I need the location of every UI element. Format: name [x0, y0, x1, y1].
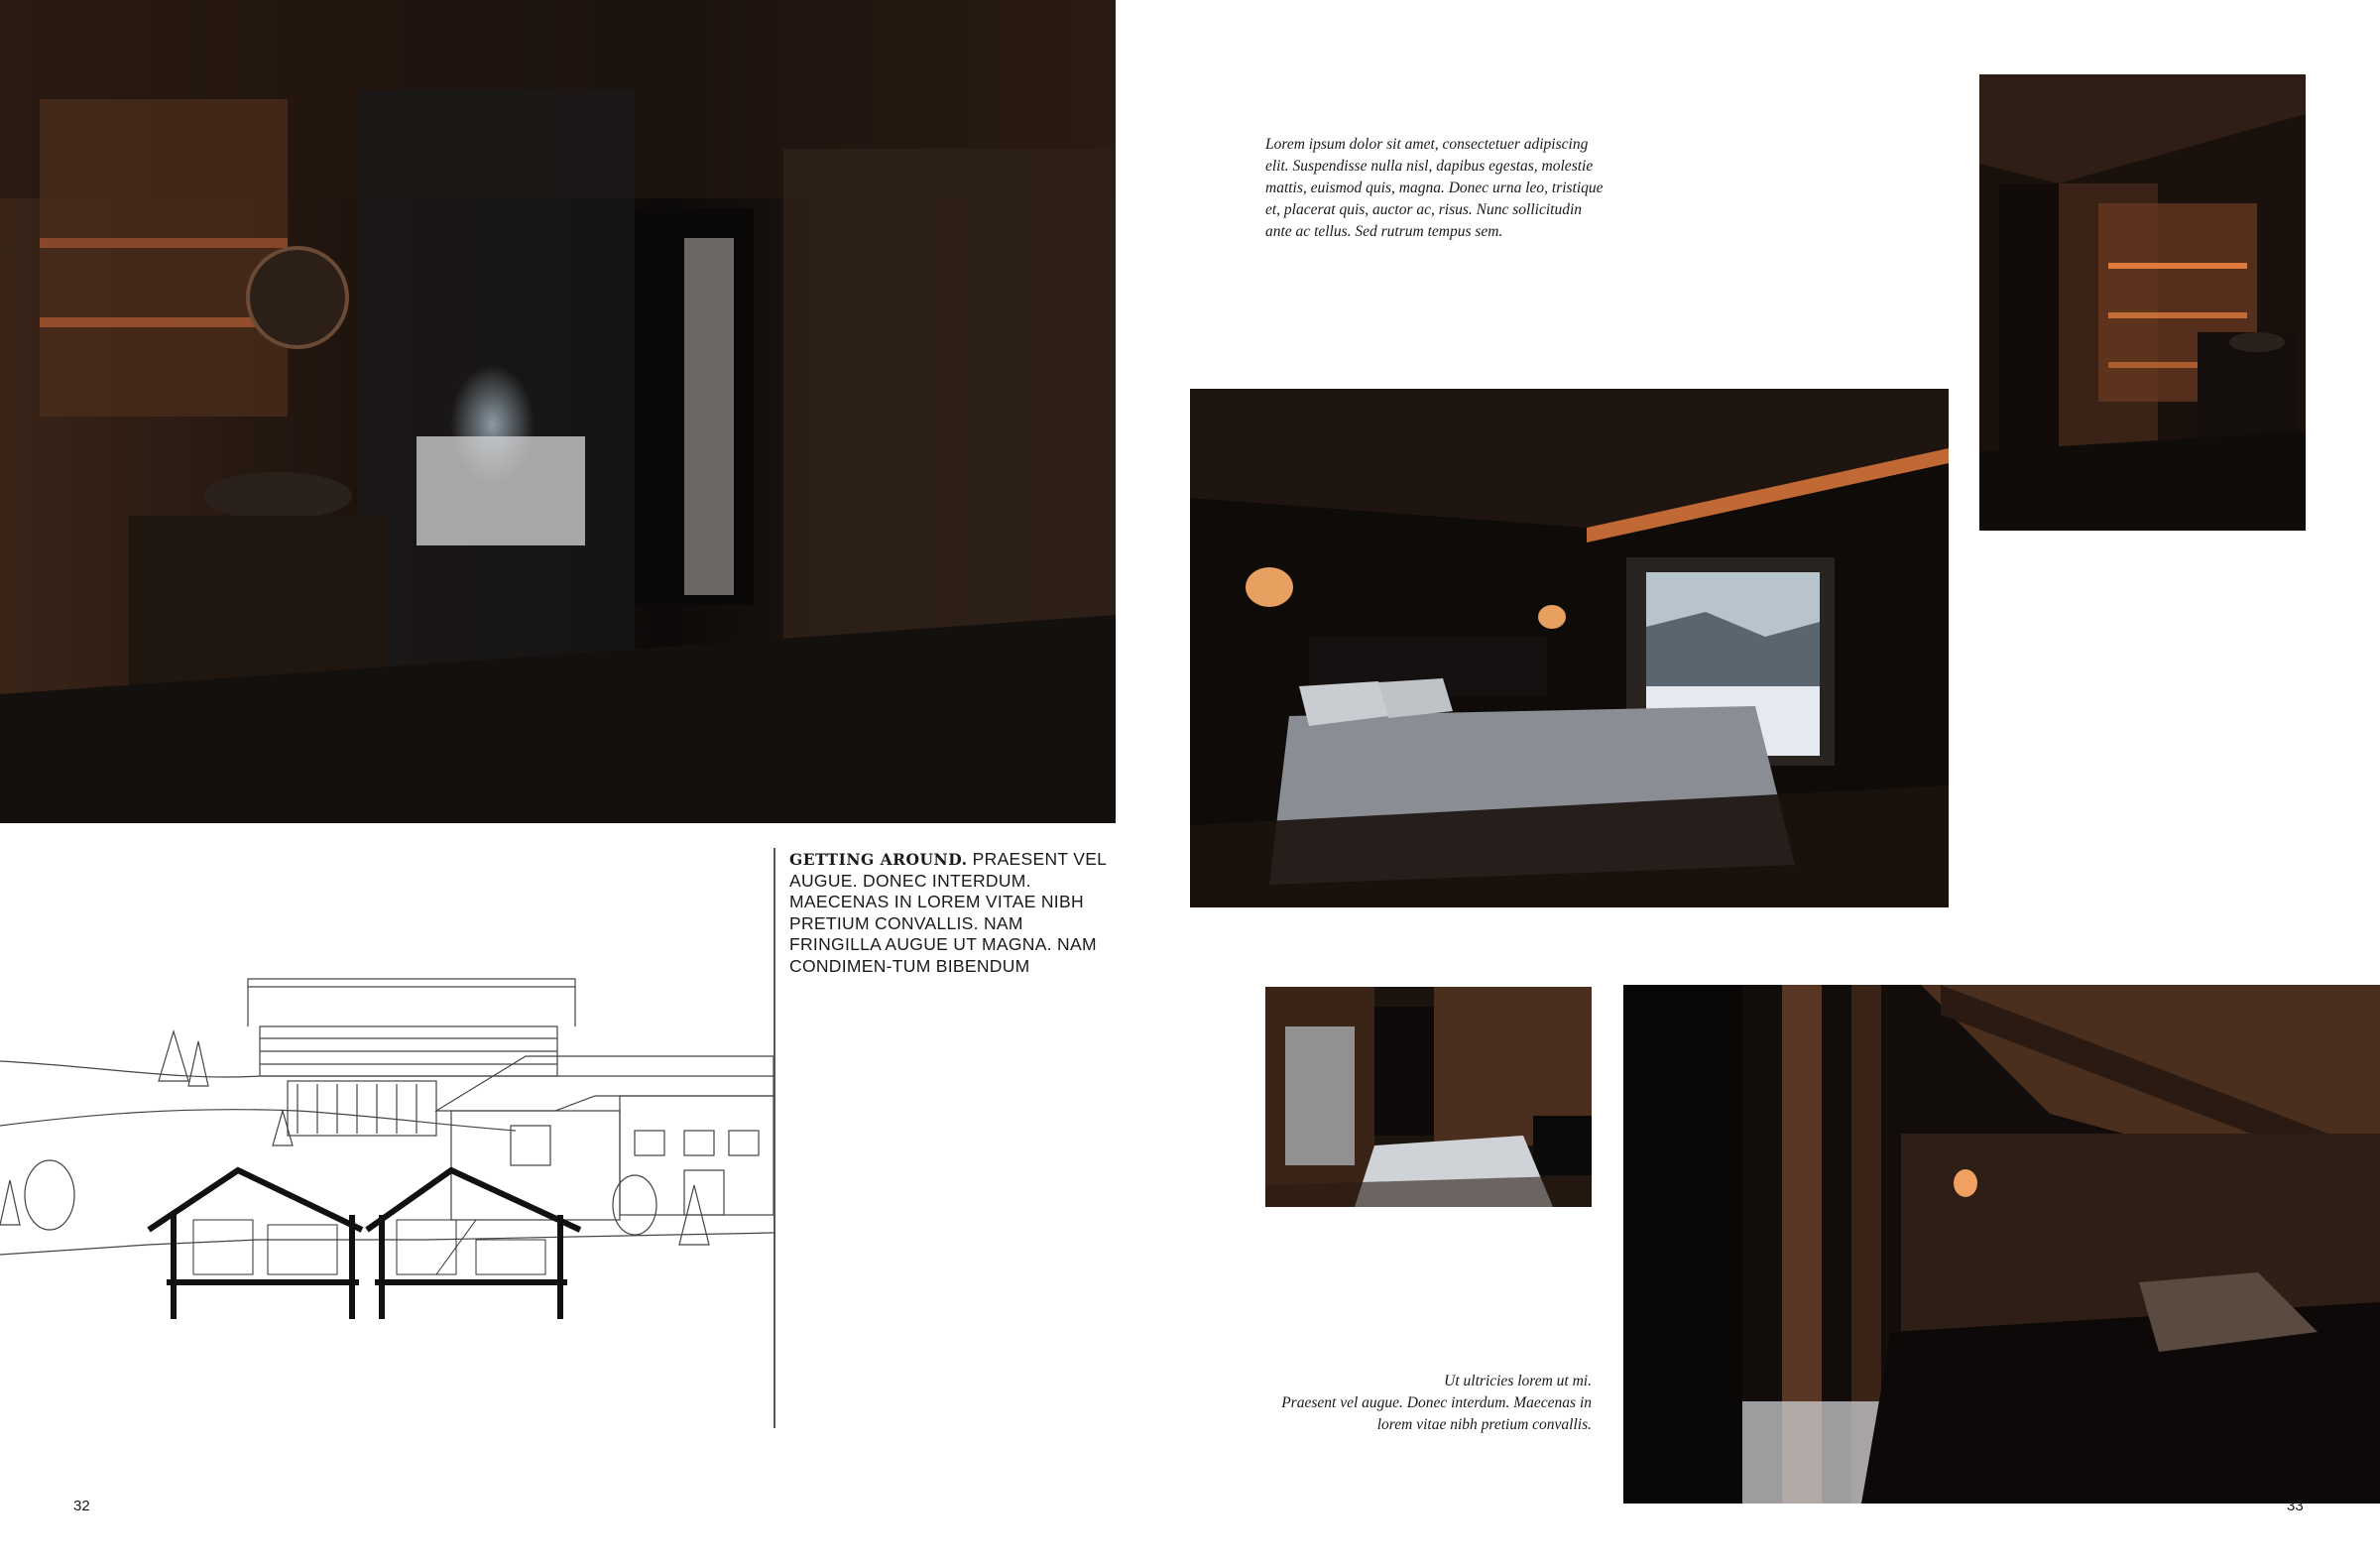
photo-loft-attic-image [1623, 985, 2380, 1504]
photo-bathroom-corridor-image [0, 0, 1116, 823]
photo-bedroom-window-image [1190, 389, 1949, 907]
architectural-section-drawing [0, 967, 774, 1344]
intro-line: et, placerat quis, auctor ac, risus. Nunc sollicitudin [1265, 201, 1583, 218]
section-drawing-svg [0, 967, 774, 1344]
intro-line: mattis, euismod quis, magna. Donec urna leo, tristique [1265, 180, 1604, 196]
caption-line: Ut ultricies lorem ut mi. [1444, 1373, 1592, 1389]
getting-around-text [789, 849, 1117, 977]
page-number-left: 32 [73, 1498, 90, 1514]
photo-bedroom-window [1190, 389, 1949, 907]
photo-caption [1240, 1371, 1592, 1436]
photo-loft-attic [1623, 985, 2380, 1504]
photo-bedroom-small-image [1265, 987, 1592, 1207]
column-divider-rule [774, 848, 775, 1428]
getting-around-lead: GETTING AROUND. [789, 850, 968, 869]
photo-bathroom-corridor [0, 0, 1116, 823]
caption-line: lorem vitae nibh pretium convallis. [1376, 1416, 1592, 1433]
intro-paragraph [1265, 134, 1607, 243]
photo-wooden-room-vertical [1979, 74, 2306, 531]
getting-around-body: PRAESENT VEL AUGUE. DONEC INTERDUM. MAECENAS IN LOREM VITAE NIBH PRETIUM CONVALLIS. NAM FRINGILLA AUGUE UT MAGNA. NAM CONDIMEN-TUM BIBENDUM [789, 849, 1107, 976]
page-number-right: 33 [2287, 1498, 2304, 1514]
photo-bedroom-small [1265, 987, 1592, 1207]
intro-line: elit. Suspendisse nulla nisl, dapibus egestas, molestie [1265, 158, 1594, 175]
intro-line: Lorem ipsum dolor sit amet, consectetuer adipiscing [1265, 136, 1589, 153]
intro-line: ante ac tellus. Sed rutrum tempus sem. [1265, 223, 1503, 240]
photo-wooden-room-vertical-image [1979, 74, 2306, 531]
caption-line: Praesent vel augue. Donec interdum. Maecenas in [1281, 1394, 1592, 1411]
